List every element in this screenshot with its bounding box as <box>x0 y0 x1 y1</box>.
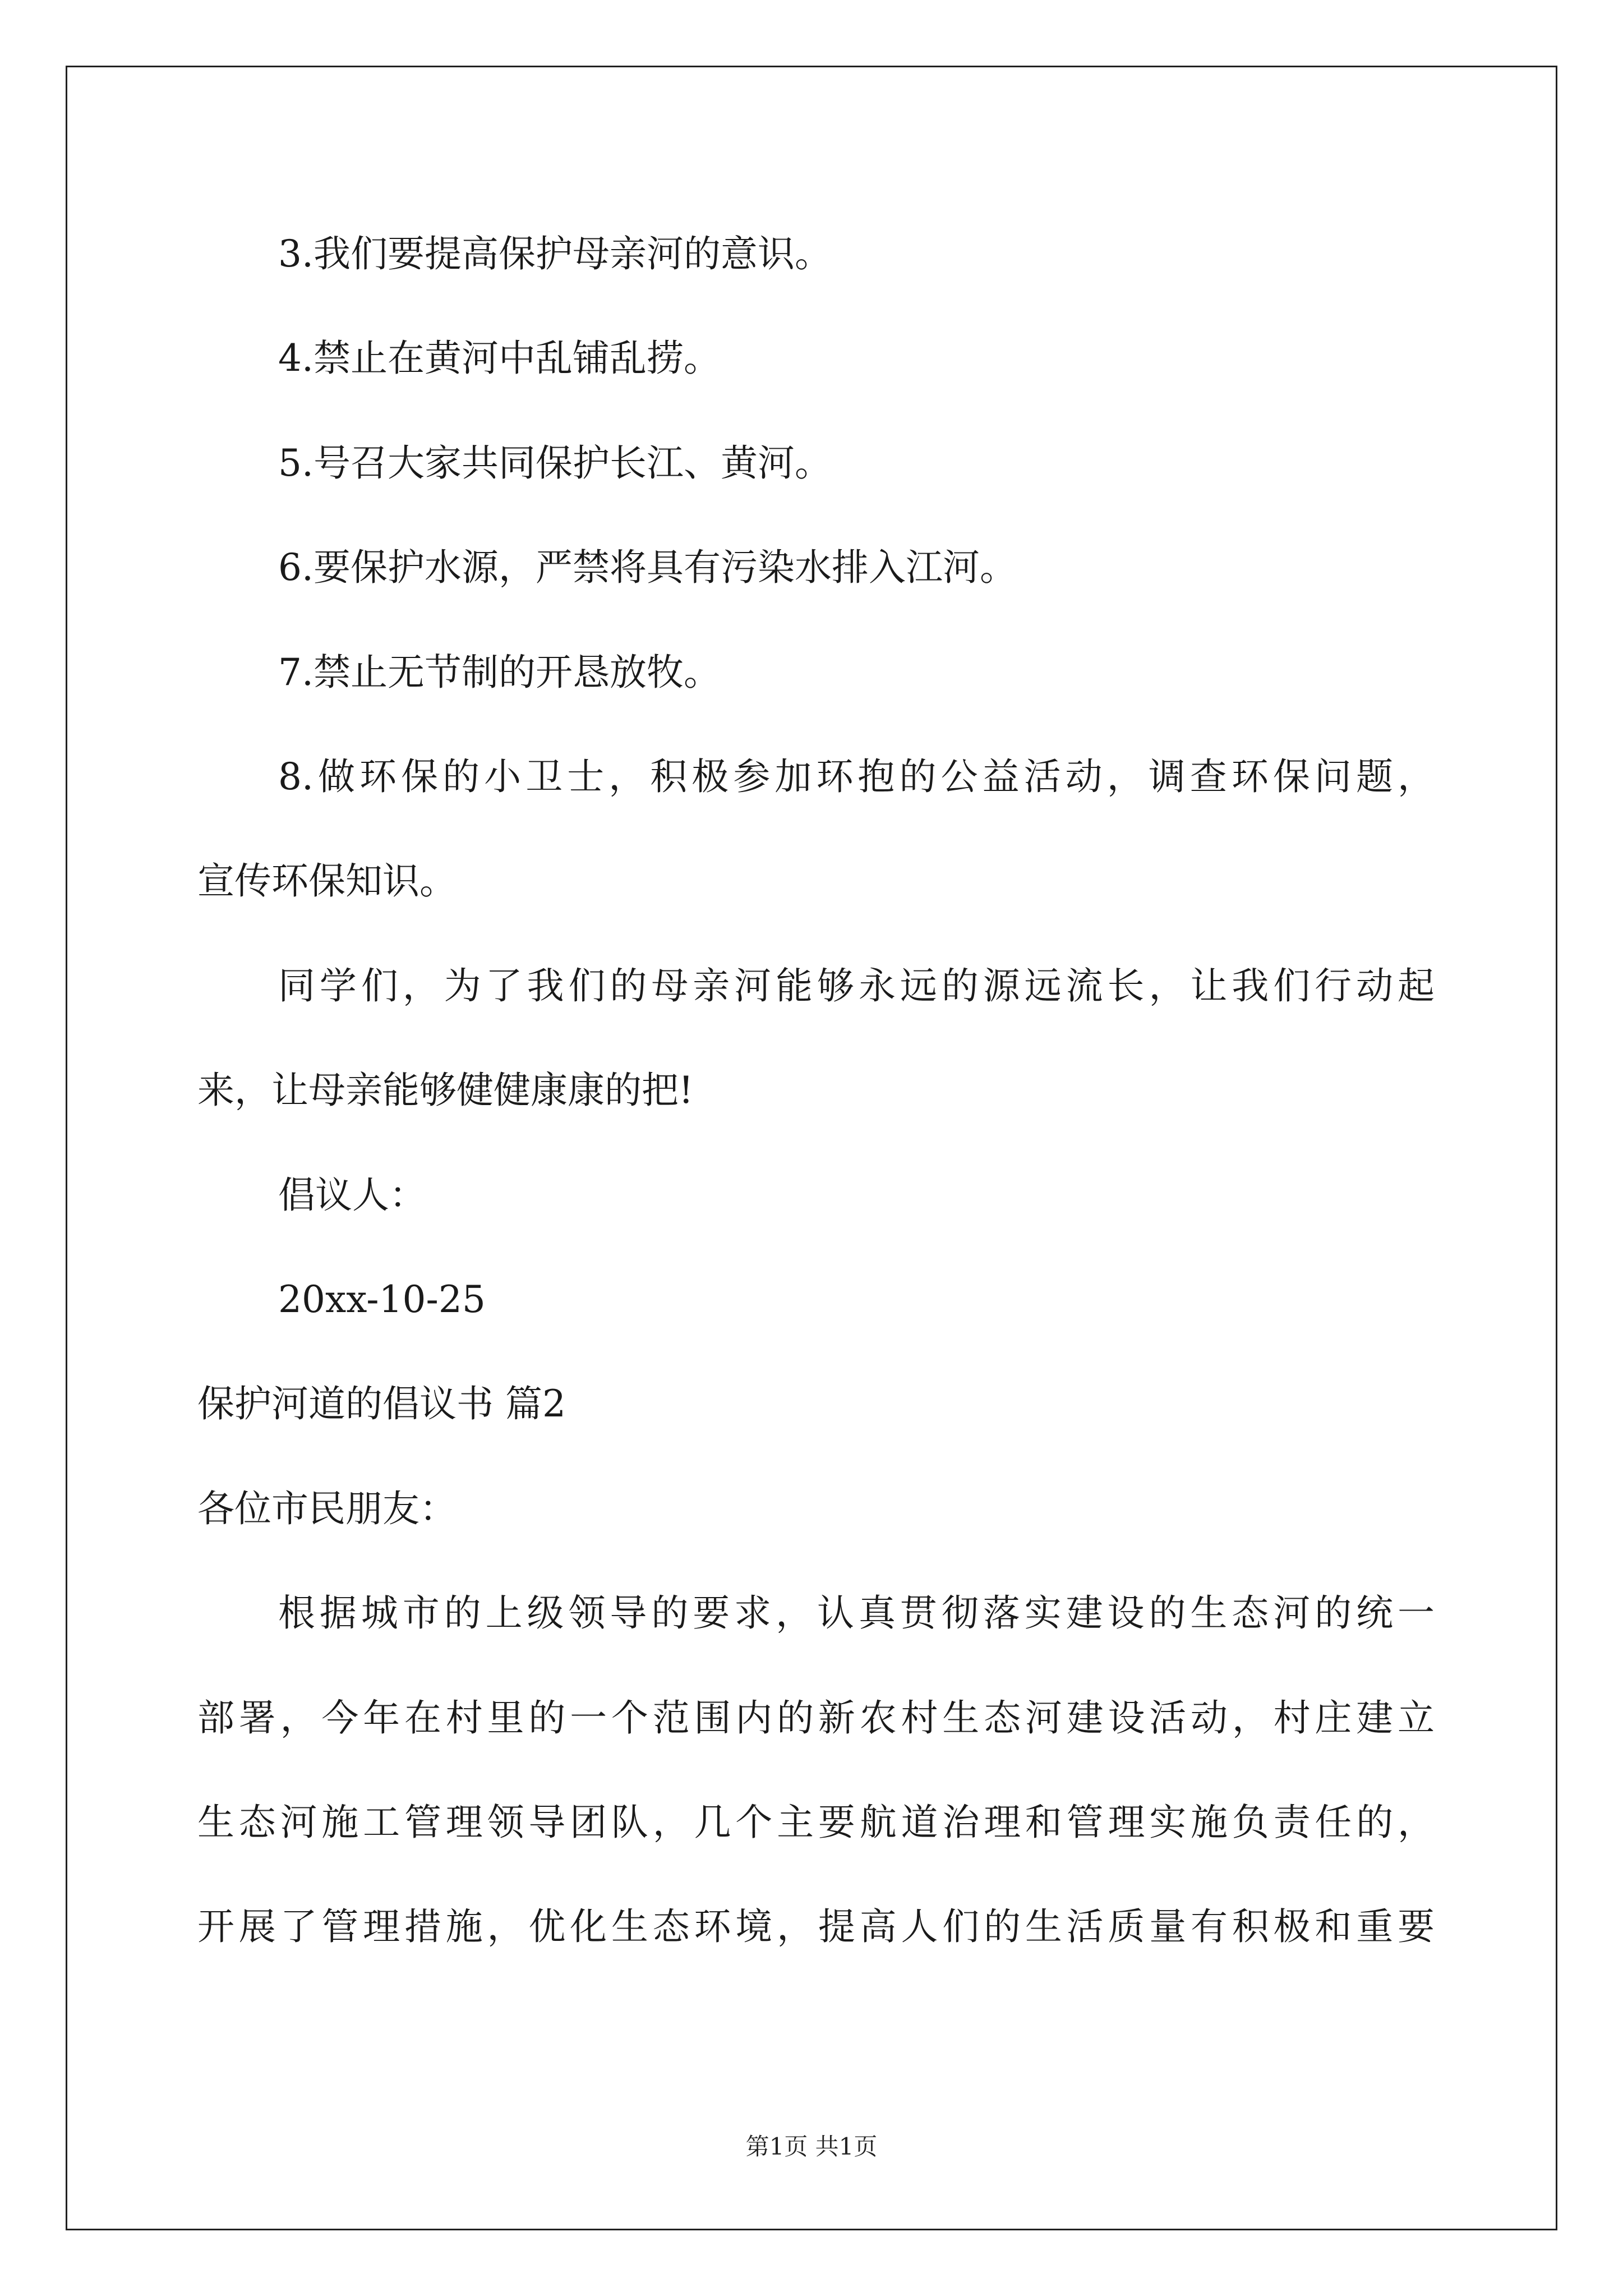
closing-paragraph-line-1: 同学们，为了我们的母亲河能够永远的源远流长，让我们行动起 <box>278 964 1435 1007</box>
initiator-label: 倡议人： <box>278 1174 426 1217</box>
list-item-3: 3.我们要提高保护母亲河的意识。 <box>278 232 832 275</box>
body-paragraph-line-1: 根据城市的上级领导的要求，认真贯彻落实建设的生态河的统一 <box>278 1591 1435 1635</box>
salutation: 各位市民朋友： <box>197 1487 457 1530</box>
section-title: 保护河道的倡议书 篇2 <box>197 1382 566 1425</box>
list-item-5: 5.号召大家共同保护长江、黄河。 <box>278 441 832 485</box>
list-item-7: 7.禁止无节制的开恳放牧。 <box>278 651 721 694</box>
list-item-6: 6.要保护水源，严禁将具有污染水排入江河。 <box>278 546 1017 589</box>
date-line: 20xx-10-25 <box>278 1278 486 1321</box>
closing-paragraph-line-2: 来，让母亲能够健健康康的把! <box>197 1069 694 1112</box>
body-paragraph-line-4: 开展了管理措施，优化生态环境，提高人们的生活质量有积极和重要 <box>197 1905 1435 1948</box>
body-paragraph-line-3: 生态河施工管理领导团队，几个主要航道治理和管理实施负责任的， <box>197 1801 1435 1844</box>
page-footer: 第1页 共1页 <box>745 2133 878 2160</box>
list-item-4: 4.禁止在黄河中乱铺乱捞。 <box>278 337 721 380</box>
body-paragraph-line-2: 部署，今年在村里的一个范围内的新农村生态河建设活动，村庄建立 <box>197 1696 1435 1740</box>
list-item-8-line-1: 8.做环保的小卫士，积极参加环抱的公益活动，调查环保问题， <box>278 755 1435 798</box>
list-item-8-line-2: 宣传环保知识。 <box>197 859 457 903</box>
